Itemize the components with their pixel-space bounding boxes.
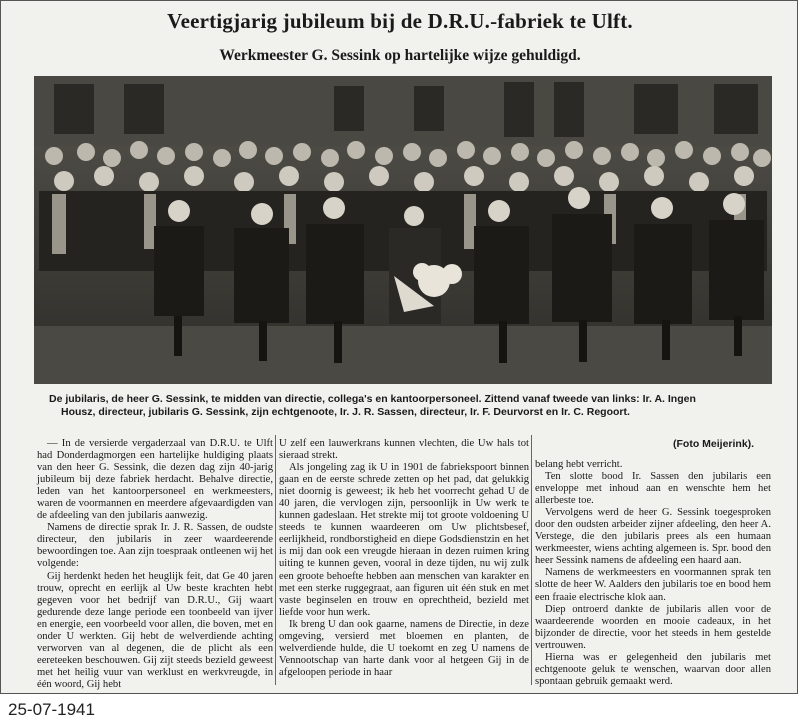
article-column-2 bbox=[279, 438, 529, 679]
photo-credit: (Foto Meijerink). bbox=[673, 438, 755, 450]
paragraph: U zelf een lauwerkrans kunnen vlechten, die Uw hals tot sieraad strekt. bbox=[279, 438, 529, 462]
paragraph: belang hebt verricht. bbox=[535, 459, 623, 470]
paragraph: Ten slotte bood Ir. Sassen den jubilaris een enveloppe met inhoud aan en wenschte hem het allerbeste toe. bbox=[535, 471, 771, 507]
caption-line-1: De jubilaris, de heer G. Sessink, te midden van directie, collega's en kantoorpersoneel. Zittend vanaf tweede van links: Ir. A. Ingen bbox=[49, 393, 696, 405]
article-headline: Veertigjarig jubileum bij de D.R.U.-fabriek te Ulft. bbox=[167, 9, 633, 33]
paragraph: Namens de werkmeesters en voormannen sprak ten slotte de heer W. Aalders den jubilaris toe en bood hem een fraaie electrische klok aan. bbox=[535, 567, 771, 603]
paragraph: Hierna was er gelegenheid den jubilaris met echtgenoote geluk te wenschen, waarvan door allen spontaan gebruik gemaakt werd. bbox=[535, 651, 771, 687]
paragraph: Namens de directie sprak Ir. J. R. Sassen, de oudste directeur, den jubilaris in zeer waardeerende bewoordingen toe. Aan zijn toespraak ontleenen wij het volgende: bbox=[37, 522, 273, 570]
paragraph: Diep ontroerd dankte de jubilaris allen voor de waardeerende woorden en mooie cadeaux, in het bijzonder de directie, voor het steeds in hem gestelde vertrouwen. bbox=[535, 603, 771, 651]
article-column-1 bbox=[37, 438, 273, 691]
group-photo-image bbox=[34, 76, 772, 384]
paragraph: — In de versierde vergaderzaal van D.R.U. te Ulft had Donderdagmorgen een hartelijke huldiging plaats van den heer G. Sessink, die dezen dag zijn 40-jarig jubileum bij deze fabriek herdacht. Behalve directie, leden van het kantoorpersoneel en werkmeesters, waren de voormannen en meerdere afgevaardigden van de afdeeling van den jubilaris aanwezig. bbox=[37, 438, 273, 522]
publication-date: 25-07-1941 bbox=[8, 700, 95, 719]
paragraph: Als jongeling zag ik U in 1901 de fabriekspoort binnen gaan en de eerste schrede zetten op het pad, dat gelukkig niet doornig is geweest; ik heb het voorrecht gehad U de 40 jaren, die vervlogen zijn, persoonlijk in Uw werk te kunnen gadeslaan. Het strekte mij tot groote voldoening U steeds te kunnen waardeeren om Uw plichtsbesef, eerlijkheid, rondborstigheid en diepe Godsdienstzin en het is mij dan ook een vreugde hieraan in dezen ruimen kring uiting te kunnen geven, vooral in deze tijden, nu wij zulk een groote behoefte hebben aan menschen van karakter en met een sterke ruggegraat, aan figuren uit één stuk en met vaste beginselen en trouw en oprechtheid, bezield met liefde voor hun werk. bbox=[279, 462, 529, 618]
group-photo bbox=[34, 76, 772, 384]
caption-line-2: Housz, directeur, jubilaris G. Sessink, zijn echtgenoote, Ir. J. R. Sassen, directeur, Ir. F. Deurvorst en Ir. C. Regoort. bbox=[61, 406, 630, 418]
paragraph: Ik breng U dan ook gaarne, namens de Directie, in deze omgeving, versierd met bloemen en planten, de welverdiende hulde, die U toekomt en zeg U namens de Vennootschap van harte dank voor al hetgeen Gij in de afgeloopen periode in haar bbox=[279, 618, 529, 678]
photo-caption bbox=[49, 393, 769, 419]
column-divider bbox=[531, 435, 532, 685]
article-column-3 bbox=[535, 459, 771, 688]
column-divider bbox=[275, 435, 276, 685]
paragraph: Gij herdenkt heden het heuglijk feit, dat Ge 40 jaren trouw, oprecht en eerlijk al Uw beste krachten hebt gegeven voor het bedrijf van D.R.U., Gij waart gedurende deze lange periode een toonbeeld van ijver en energie, een voorbeeld voor allen, die boven, met en onder U werkten. Gij hebt de welverdiende achting verworven van al degenen, die de plicht als een eereteeken beschouwen. Gij zijt steeds bezield geweest met het heilig vuur van werklust en werkvreugde, in één woord, Gij hebt bbox=[37, 570, 273, 690]
article-subheadline: Werkmeester G. Sessink op hartelijke wijze gehuldigd. bbox=[219, 47, 581, 64]
paragraph: Vervolgens werd de heer G. Sessink toegesproken door den oudsten arbeider zijner afdeeling, den heer A. Verstege, die den jubilaris prees als een humaan werkmeester, wiens achting algemeen is. Spr. bood den heer Sessink namens de afdeeling een haard aan. bbox=[535, 507, 771, 567]
